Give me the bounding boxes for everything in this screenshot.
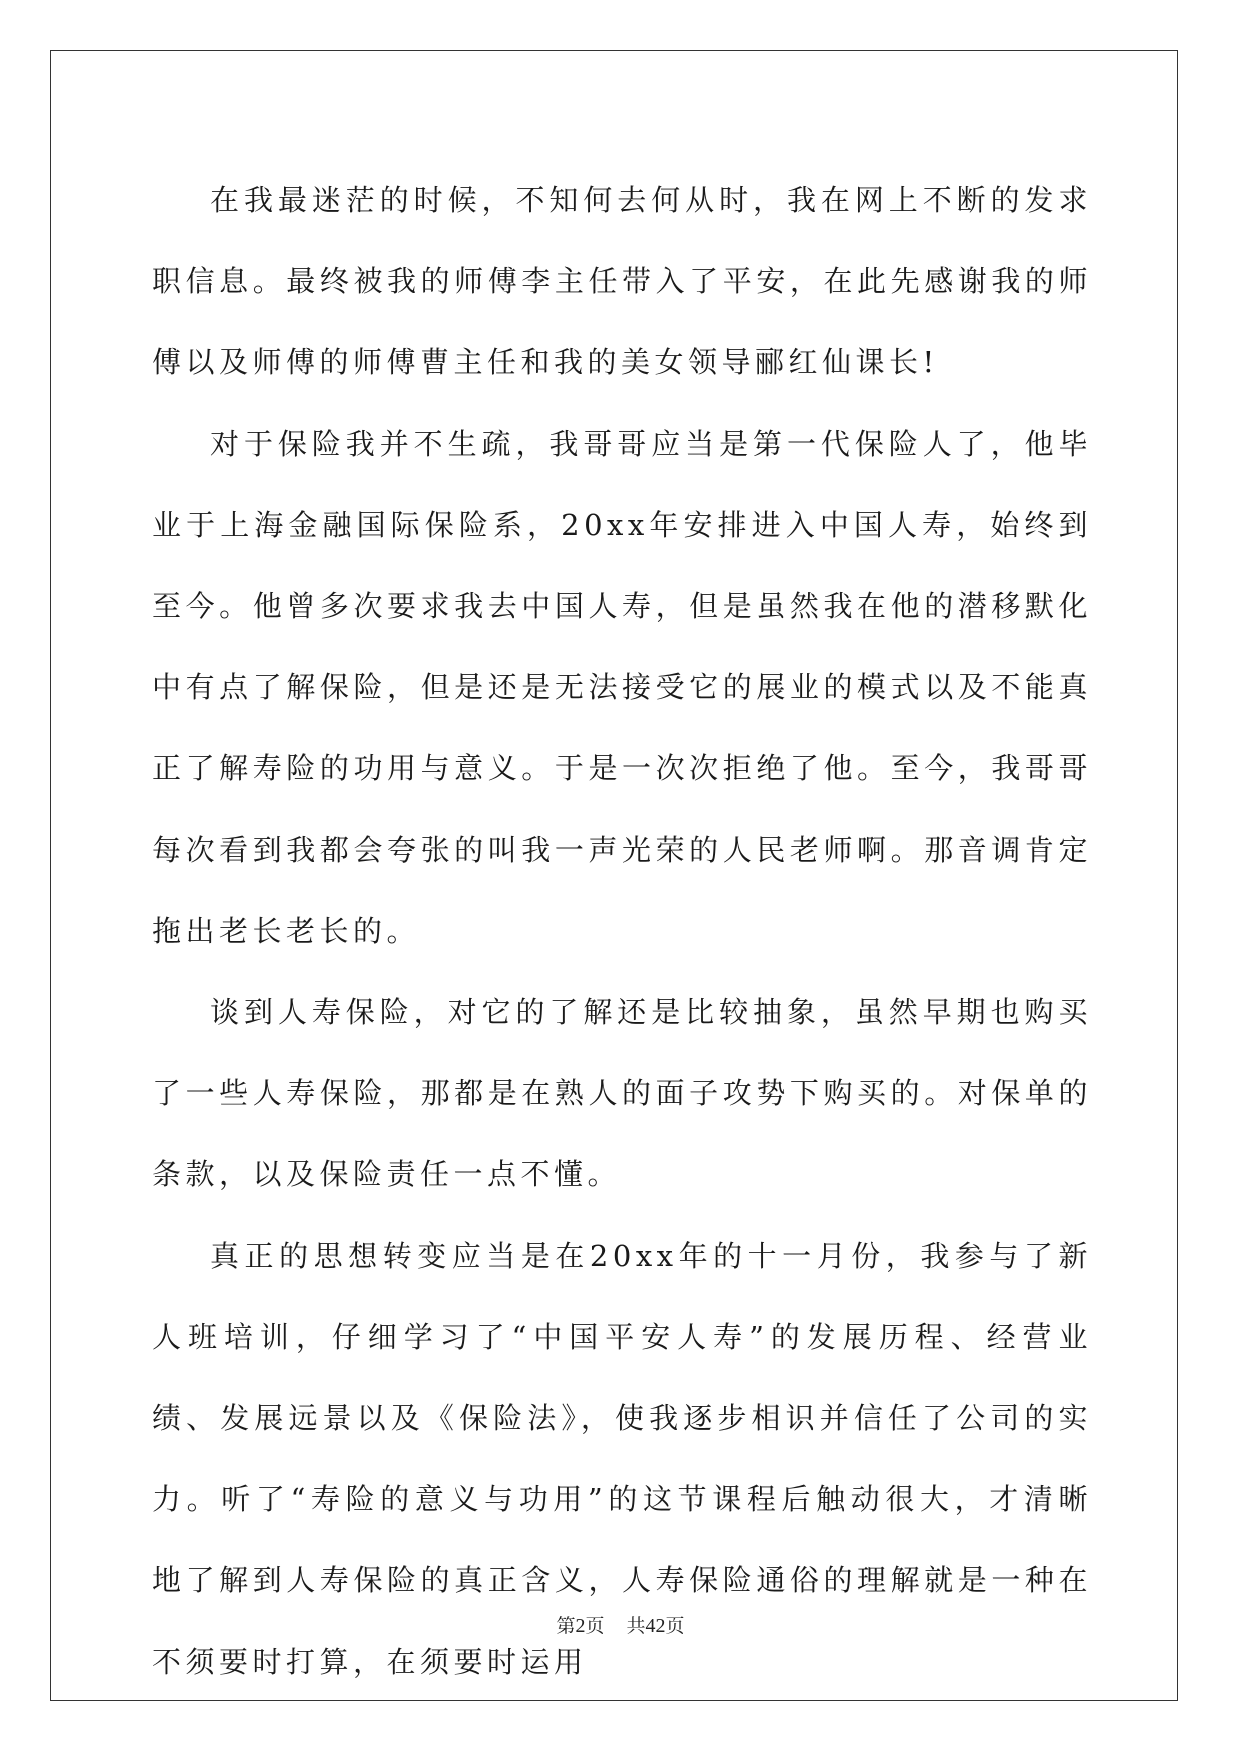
page-prefix: 第 (556, 1616, 576, 1637)
paragraph: 在我最迷茫的时候，不知何去何从时，我在网上不断的发求职信息。最终被我的师傅李主任带入了平安，在此先感谢我的师傅以及师傅的师傅曹主任和我的美女领导郦红仙课长! (152, 183, 1092, 380)
total-prefix: 共 (626, 1616, 646, 1637)
total-pages-number: 42 (645, 1615, 666, 1637)
page-suffix: 页 (585, 1616, 605, 1637)
paragraph: 谈到人寿保险，对它的了解还是比较抽象，虽然早期也购买了一些人寿保险，那都是在熟人的面子攻势下购买的。对保单的条款，以及保险责任一点不懂。 (152, 995, 1092, 1192)
document-body (152, 160, 1092, 1703)
page-footer (0, 1611, 1241, 1638)
paragraph: 对于保险我并不生疏，我哥哥应当是第一代保险人了，他毕业于上海金融国际保险系，20xx年安排进入中国人寿，始终到至今。他曾多次要求我去中国人寿，但是虽然我在他的潜移默化中有点了解保险，但是还是无法接受它的展业的模式以及不能真正了解寿险的功用与意义。于是一次次拒绝了他。至今，我哥哥每次看到我都会夸张的叫我一声光荣的人民老师啊。那音调肯定拖出老长老长的。 (152, 426, 1092, 948)
current-page-number: 2 (575, 1615, 586, 1637)
total-suffix: 页 (665, 1616, 685, 1637)
paragraph: 真正的思想转变应当是在20xx年的十一月份，我参与了新人班培训，仔细学习了“中国平安人寿”的发展历程、经营业绩、发展远景以及《保险法》，使我逐步相识并信任了公司的实力。听了“寿险的意义与功用”的这节课程后触动很大，才清晰地了解到人寿保险的真正含义，人寿保险通俗的理解就是一种在不须要时打算，在须要时运用 (152, 1238, 1092, 1679)
